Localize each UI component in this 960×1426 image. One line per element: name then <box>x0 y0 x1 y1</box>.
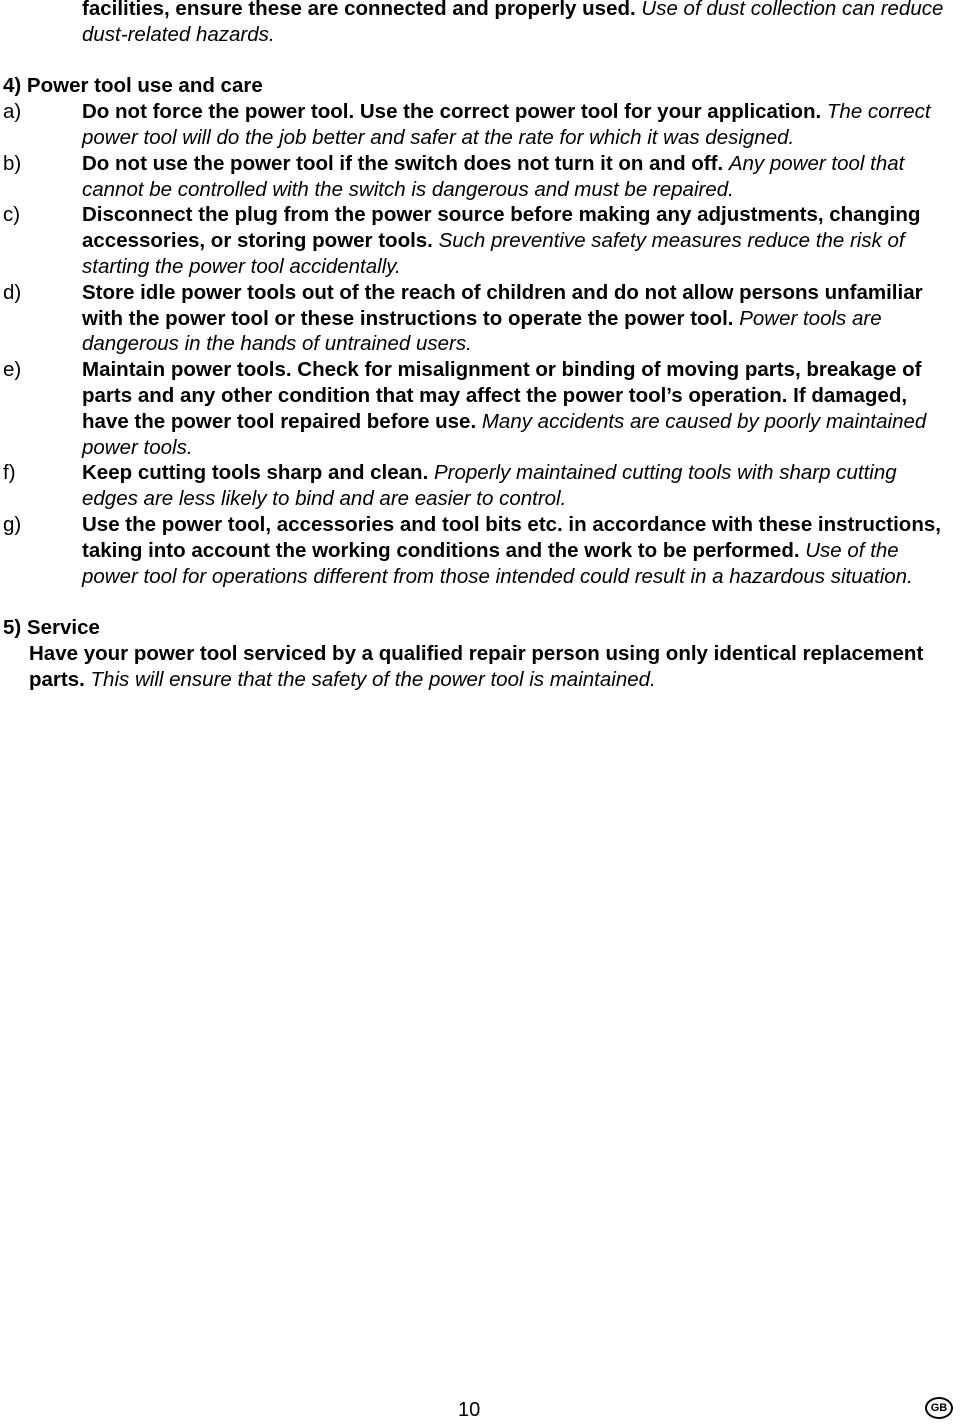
list-item-g <box>0 512 952 589</box>
item-label: e) <box>3 358 22 382</box>
intro-paragraph <box>0 0 952 48</box>
list-item-a <box>0 99 952 151</box>
list-item-e <box>0 357 952 460</box>
page-number: 10 <box>458 1399 481 1421</box>
item-label: d) <box>3 280 22 304</box>
item-bold-text: Do not use the power tool if the switch does not turn it on and off. <box>82 151 724 175</box>
intro-italic-text: Use of dust collection can reduce dust-related hazards. <box>82 0 944 46</box>
section-5-title: 5) Service <box>3 616 100 640</box>
item-bold-text: Maintain power tools. Check for misalignment or binding of moving parts, breakage of parts and any other condition that may affect the power tool’s operation. If damaged, have the power tool repaired before use. <box>82 358 922 433</box>
item-italic-text: The correct power tool will do the job better and safer at the rate for which it was designed. <box>82 100 931 149</box>
item-bold-text: Do not force the power tool. Use the correct power tool for your application. <box>82 100 822 124</box>
item-label: f) <box>3 461 16 485</box>
item-italic-text: Use of the power tool for operations different from those intended could result in a hazardous situation. <box>82 538 913 588</box>
item-bold-text: Disconnect the plug from the power source before making any adjustments, changing accessories, or storing power tools. <box>82 203 921 253</box>
item-label: g) <box>3 512 22 536</box>
item-label: c) <box>3 203 21 227</box>
document-page <box>0 0 952 693</box>
item-bold-text: Keep cutting tools sharp and clean. <box>82 461 429 485</box>
list-item-c <box>0 202 952 279</box>
item-italic-text: Any power tool that cannot be controlled with the switch is dangerous and must be repaired. <box>82 151 905 201</box>
item-label: b) <box>3 151 22 175</box>
item-italic-text: Power tools are dangerous in the hands of untrained users. <box>82 306 882 356</box>
section-5 <box>0 615 952 692</box>
item-bold-text: Store idle power tools out of the reach of children and do not allow persons unfamiliar with the power tool or these instructions to operate the power tool. <box>82 280 923 330</box>
item-italic-text: Many accidents are caused by poorly maintained power tools. <box>82 409 927 459</box>
section-5-italic-text: This will ensure that the safety of the power tool is maintained. <box>90 667 656 691</box>
item-italic-text: Properly maintained cutting tools with sharp cutting edges are less likely to bind and are easier to control. <box>82 461 897 511</box>
list-item-b <box>0 151 952 203</box>
list-item-d <box>0 280 952 357</box>
list-item-f <box>0 460 952 512</box>
section-5-bold-text: Have your power tool serviced by a qualified repair person using only identical replacement parts. <box>29 641 924 691</box>
intro-bold-text: facilities, ensure these are connected and properly used. <box>82 0 636 20</box>
gb-country-icon: GB <box>925 1397 953 1419</box>
item-italic-text: Such preventive safety measures reduce the risk of starting the power tool accidentally. <box>82 229 905 278</box>
item-bold-text: Use the power tool, accessories and tool bits etc. in accordance with these instructions, taking into account the working conditions and the work to be performed. <box>82 512 941 562</box>
section-5-paragraph <box>3 641 952 693</box>
item-label: a) <box>3 100 22 124</box>
section-4-title: 4) Power tool use and care <box>3 74 263 98</box>
